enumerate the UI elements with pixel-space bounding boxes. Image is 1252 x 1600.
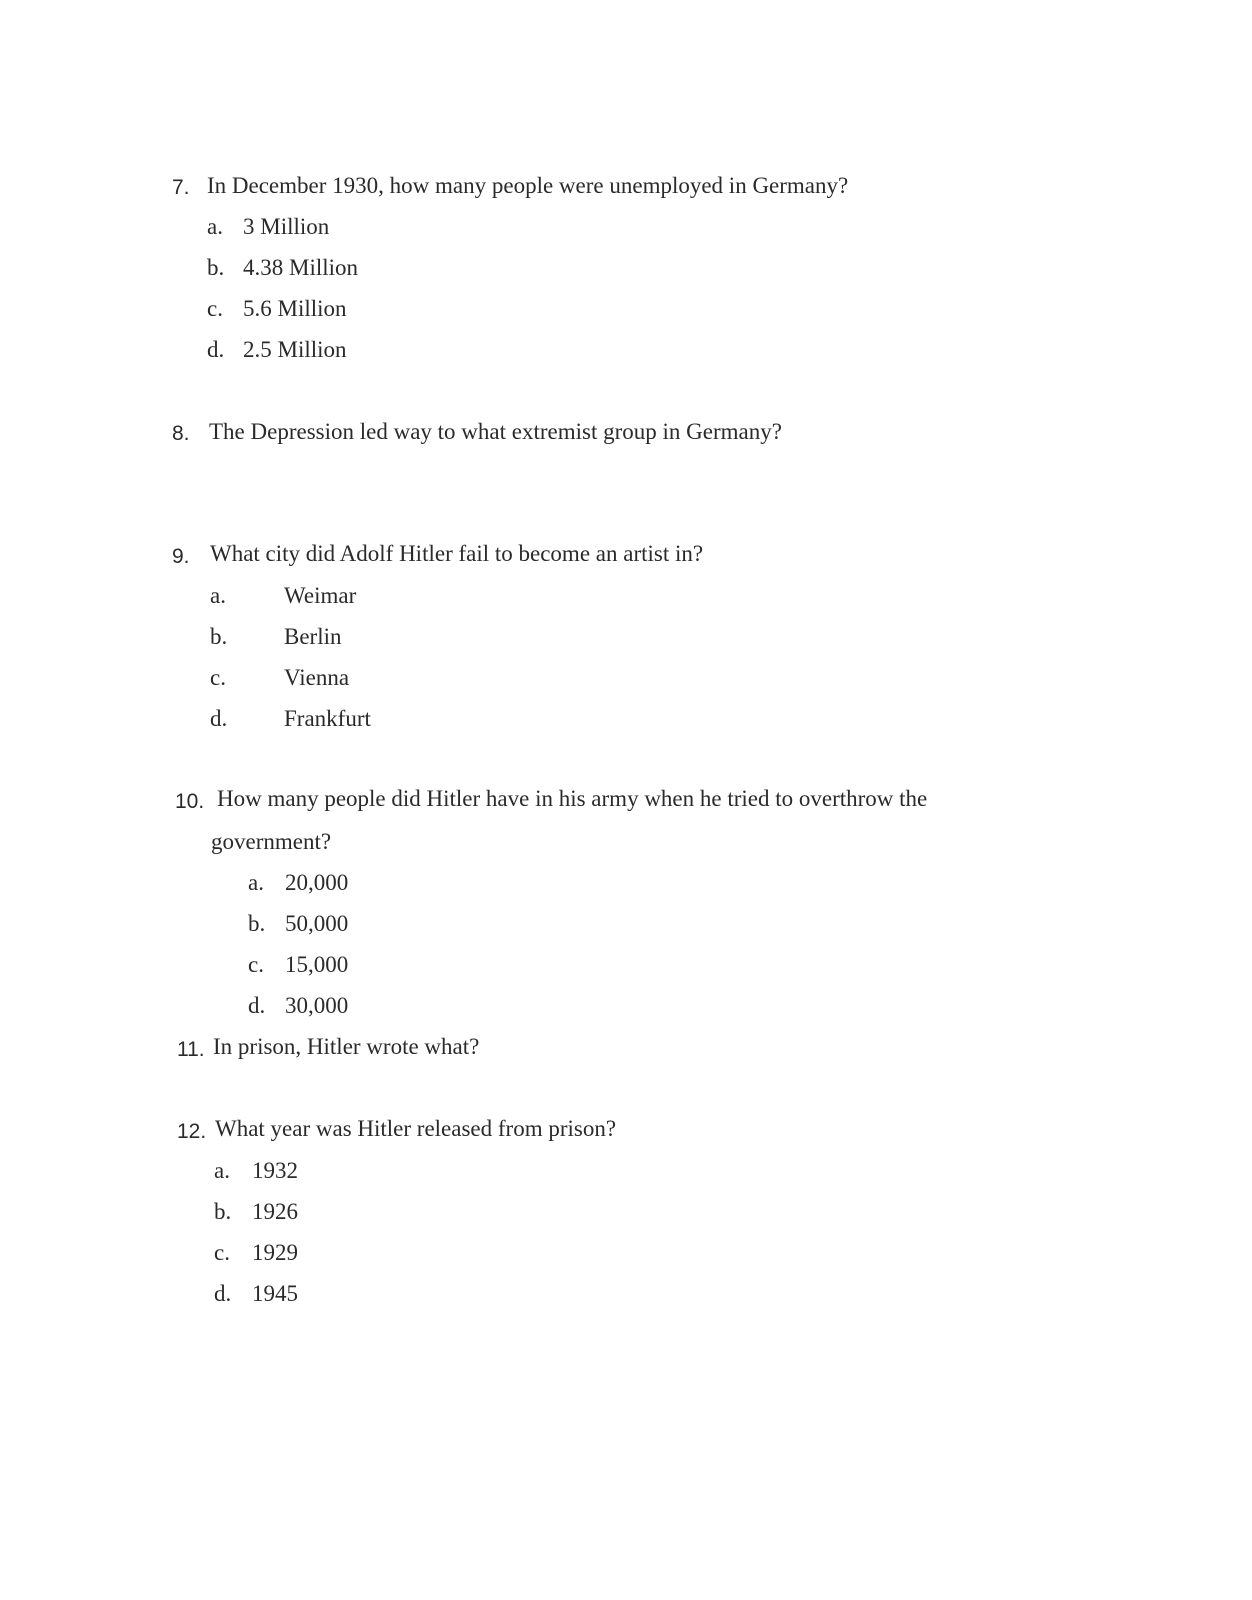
question-12-text: What year was Hitler released from prison? [215,1116,617,1141]
question-9-number: 9. [172,545,190,568]
question-12-number: 12. [177,1120,207,1143]
q9-option-b-letter: b. [210,624,228,649]
q12-option-c-letter: c. [214,1240,230,1265]
question-11-number: 11. [177,1038,205,1061]
q7-option-a-letter: a. [207,214,223,239]
q10-option-d-letter: d. [248,993,266,1018]
q10-option-c-letter: c. [248,952,264,977]
question-11-text: In prison, Hitler wrote what? [213,1034,480,1059]
q7-option-a: 3 Million [243,214,330,239]
question-7-number: 7. [172,176,190,199]
question-7-text: In December 1930, how many people were unemployed in Germany? [207,173,849,198]
q7-option-b-letter: b. [207,255,225,280]
question-9-text: What city did Adolf Hitler fail to become an artist in? [210,541,704,566]
q10-option-b-letter: b. [248,911,266,936]
q7-option-c-letter: c. [207,296,223,321]
q7-option-d: 2.5 Million [243,337,347,362]
q7-option-d-letter: d. [207,337,225,362]
q12-option-c: 1929 [252,1240,298,1265]
q9-option-d-letter: d. [210,706,228,731]
q12-option-d: 1945 [252,1281,298,1306]
question-10-number: 10. [175,790,205,813]
question-10-text: How many people did Hitler have in his army when he tried to overthrow the [217,786,928,811]
q9-option-d: Frankfurt [284,706,371,731]
q10-option-c: 15,000 [285,952,349,977]
q9-option-c: Vienna [284,665,350,690]
q12-option-a-letter: a. [214,1158,230,1183]
q7-option-c: 5.6 Million [243,296,347,321]
question-8-text: The Depression led way to what extremist group in Germany? [209,419,782,444]
q9-option-b: Berlin [284,624,342,649]
q9-option-c-letter: c. [210,665,226,690]
q12-option-b-letter: b. [214,1199,232,1224]
q9-option-a: Weimar [284,583,357,608]
q10-option-a: 20,000 [285,870,349,895]
q12-option-a: 1932 [252,1158,298,1183]
q12-option-d-letter: d. [214,1281,232,1306]
q10-option-a-letter: a. [248,870,264,895]
q10-option-d: 30,000 [285,993,349,1018]
q12-option-b: 1926 [252,1199,298,1224]
q7-option-b: 4.38 Million [243,255,359,280]
question-10-text-cont: government? [211,829,332,854]
q10-option-b: 50,000 [285,911,349,936]
question-8-number: 8. [172,422,190,445]
q9-option-a-letter: a. [210,583,226,608]
